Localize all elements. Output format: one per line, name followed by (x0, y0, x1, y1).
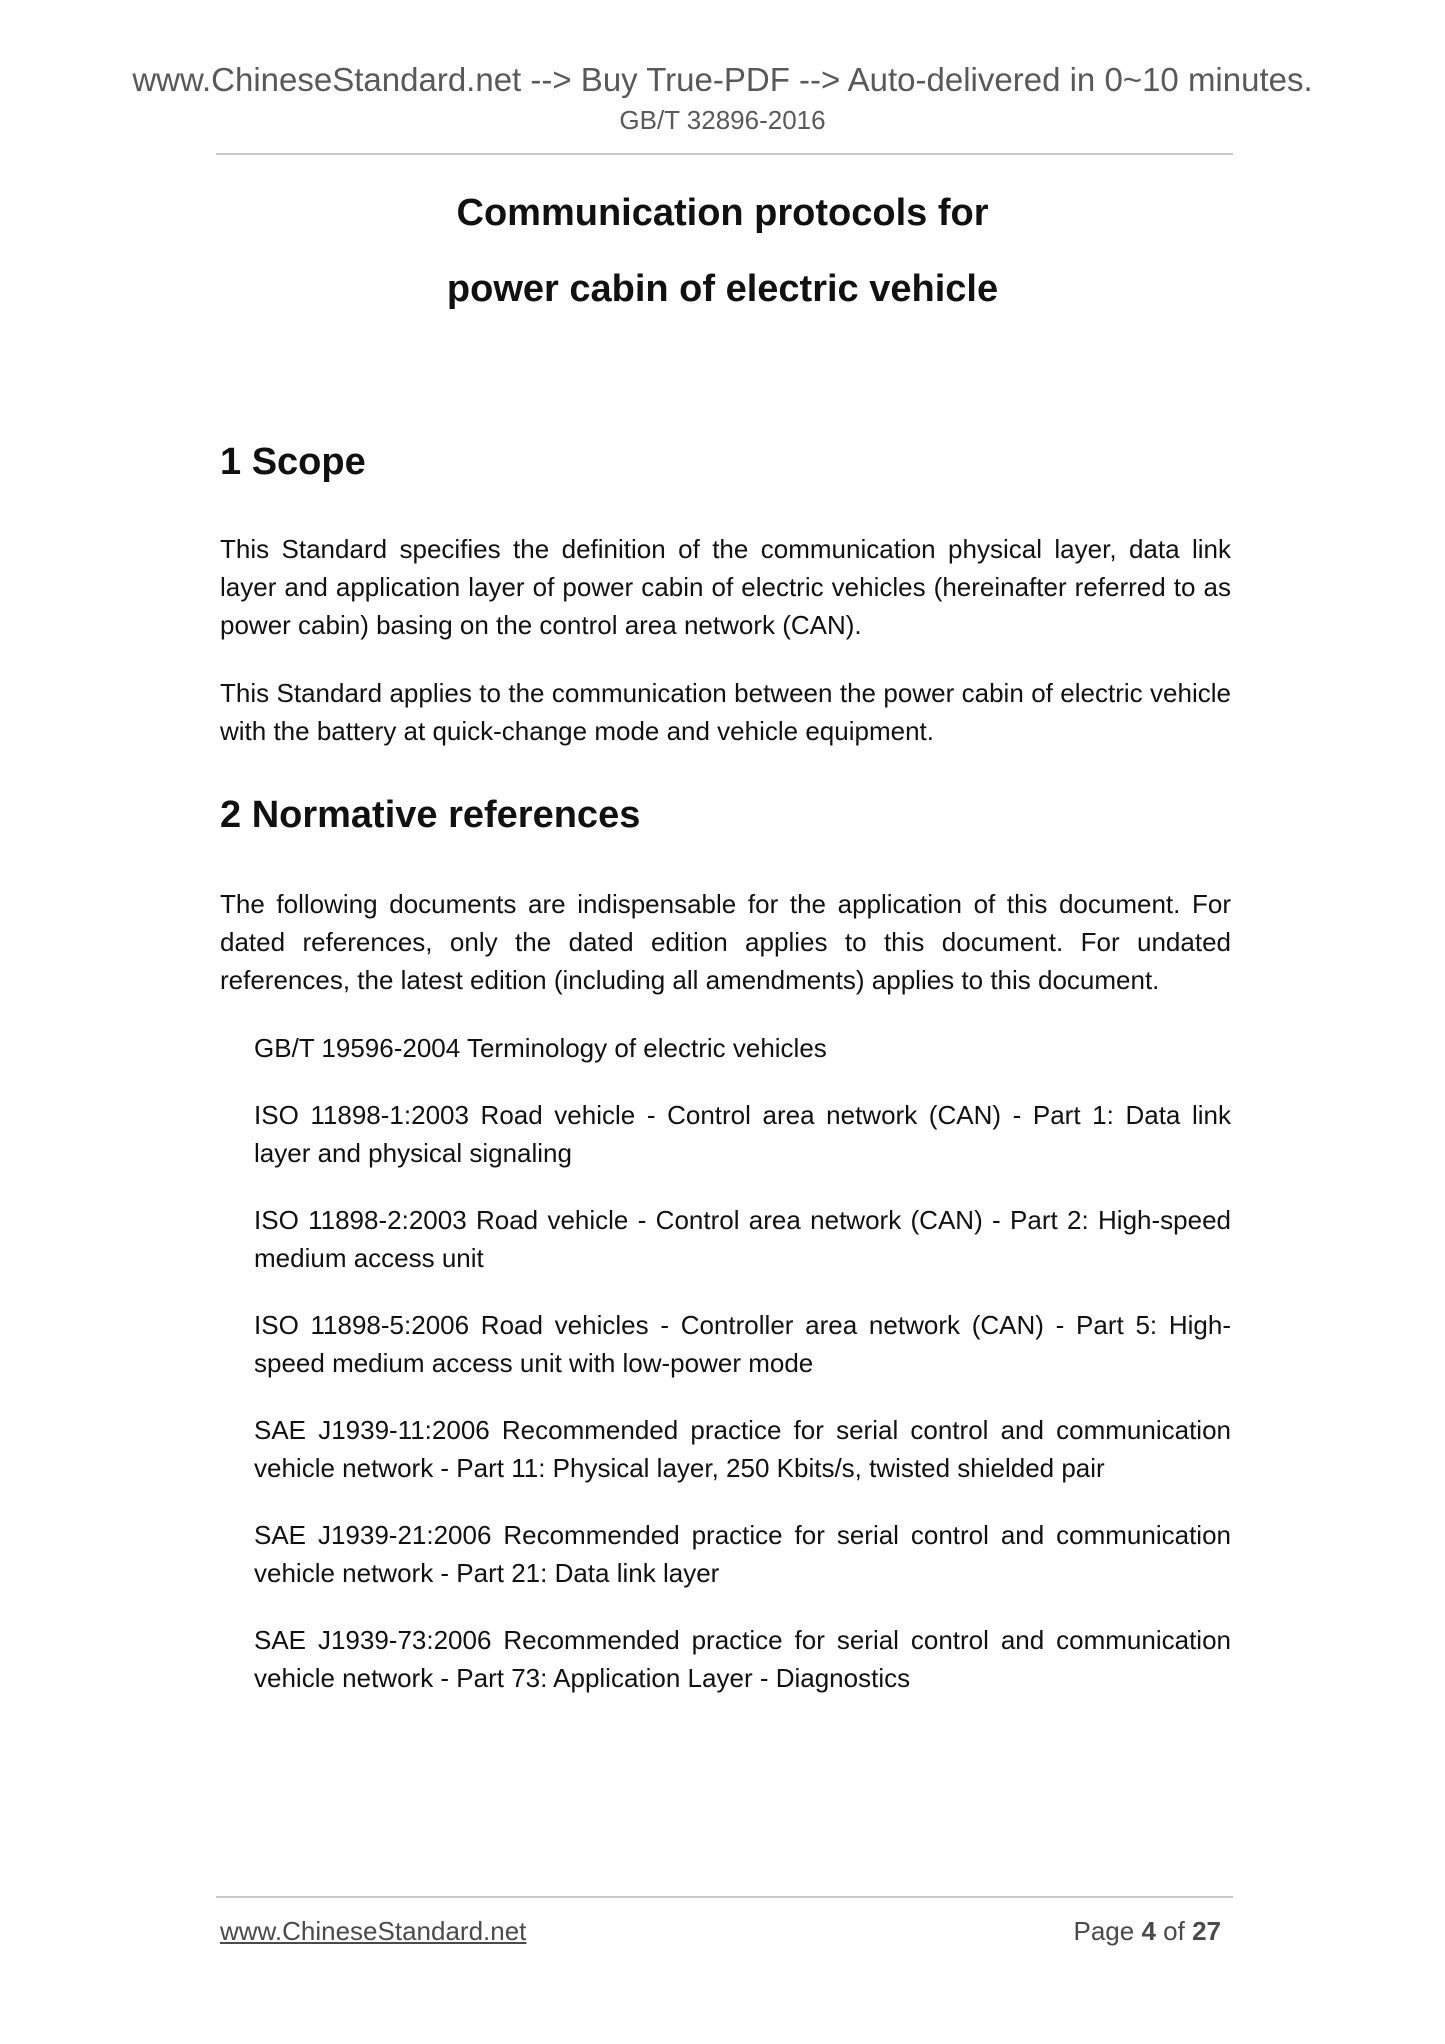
page-indicator (1073, 1913, 1221, 1949)
section-heading-scope: 1 Scope (220, 441, 366, 483)
page-of-label: of (1163, 1916, 1185, 1946)
reference-item: SAE J1939-73:2006 Recommended practice for serial control and communication vehicle network - Part 73: Application Layer - Diagnostics (254, 1625, 1231, 1693)
page-label: Page (1073, 1916, 1135, 1946)
document-title-line-1: Communication protocols for (456, 192, 989, 234)
section-heading-normative-references: 2 Normative references (220, 794, 641, 836)
reference-item: SAE J1939-11:2006 Recommended practice for serial control and communication vehicle network - Part 11: Physical layer, 250 Kbits/s, twisted shielded pair (254, 1415, 1231, 1483)
reference-item: GB/T 19596-2004 Terminology of electric vehicles (254, 1033, 827, 1063)
normative-intro-paragraph: The following documents are indispensable for the application of this document. For dated references, only the dated edition applies to this document. For undated references, the latest edition (including all amendments) applies to this document. (220, 889, 1231, 995)
footer-site-link[interactable]: www.ChineseStandard.net (220, 1916, 527, 1946)
reference-item: ISO 11898-5:2006 Road vehicles - Controller area network (CAN) - Part 5: High-speed medium access unit with low-power mode (254, 1310, 1231, 1378)
scope-paragraph-1: This Standard specifies the definition of the communication physical layer, data link layer and application layer of power cabin of electric vehicles (hereinafter referred to as power cabin) basing on the control area network (CAN). (220, 534, 1231, 640)
header-divider (216, 153, 1233, 155)
page-current: 4 (1141, 1916, 1156, 1946)
scope-paragraph-2: This Standard applies to the communication between the power cabin of electric vehicle with the battery at quick-change mode and vehicle equipment. (220, 678, 1231, 746)
site-banner: www.ChineseStandard.net --> Buy True-PDF --> Auto-delivered in 0~10 minutes. (132, 61, 1313, 98)
standard-code: GB/T 32896-2016 (619, 105, 826, 135)
footer-divider (216, 1896, 1233, 1898)
reference-item: ISO 11898-2:2003 Road vehicle - Control area network (CAN) - Part 2: High-speed medium access unit (254, 1205, 1231, 1273)
document-title-line-2: power cabin of electric vehicle (446, 268, 999, 310)
reference-item: ISO 11898-1:2003 Road vehicle - Control area network (CAN) - Part 1: Data link layer and physical signaling (254, 1100, 1231, 1168)
reference-list (254, 1029, 1231, 1726)
reference-item: SAE J1939-21:2006 Recommended practice for serial control and communication vehicle network - Part 21: Data link layer (254, 1520, 1231, 1588)
page-total: 27 (1192, 1916, 1221, 1946)
